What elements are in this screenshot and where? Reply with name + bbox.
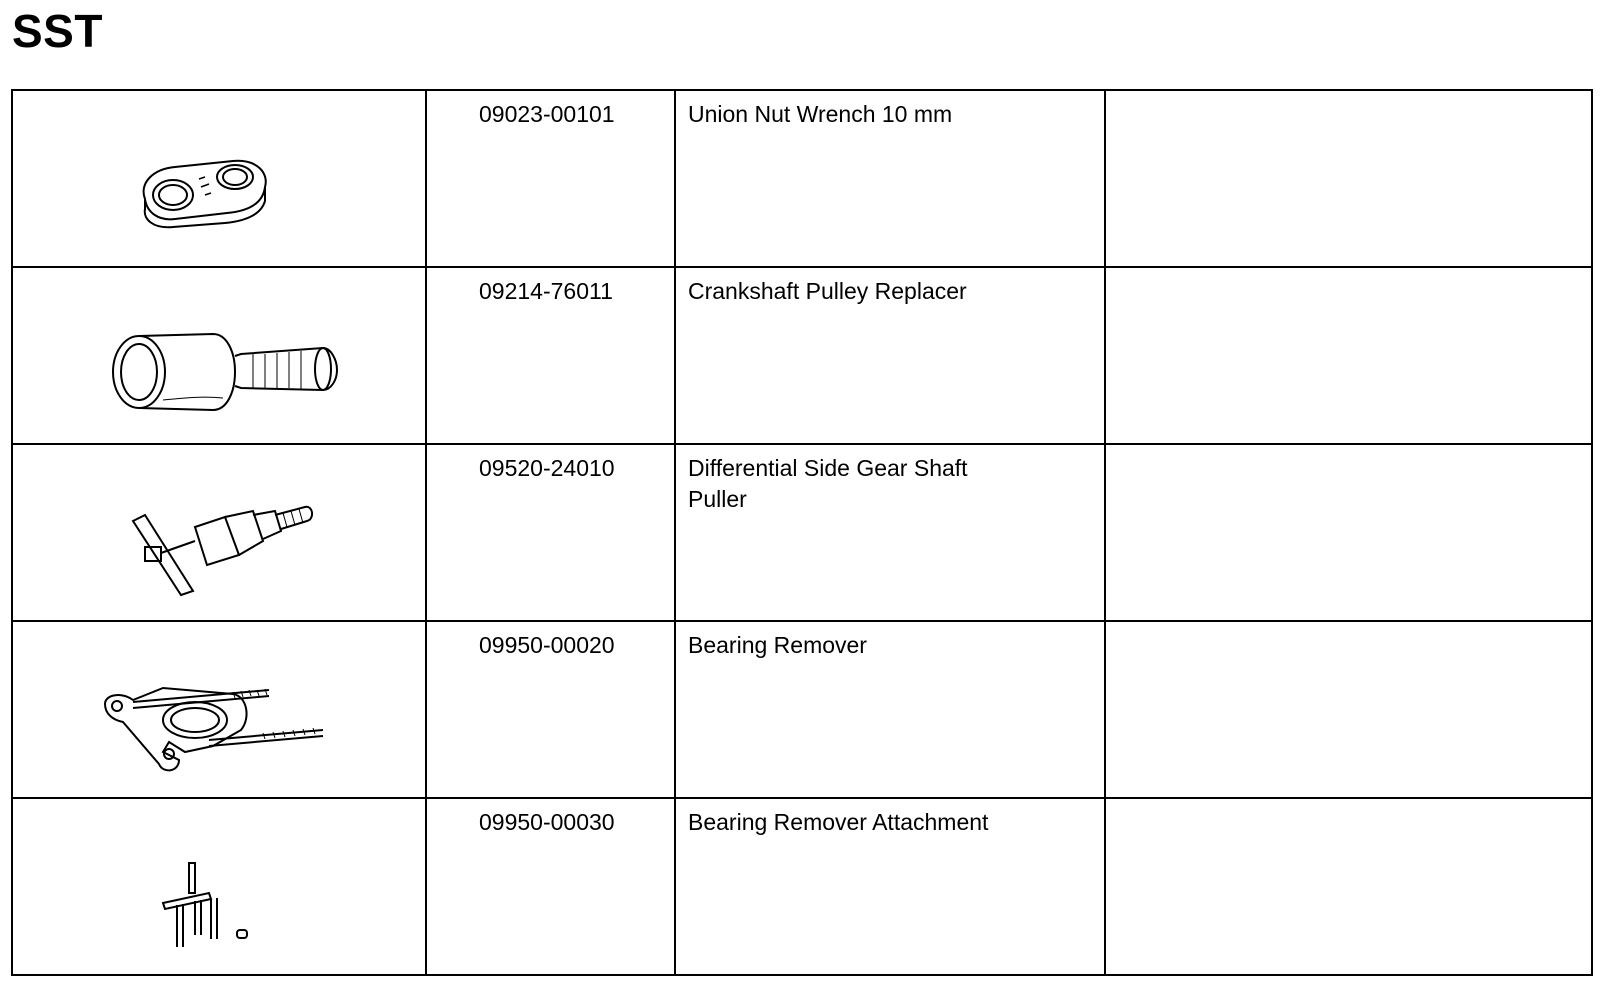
table-row xyxy=(12,444,1592,621)
table-row xyxy=(12,621,1592,798)
tool-name-cell xyxy=(675,621,1105,798)
part-number: 09520-24010 xyxy=(479,455,615,481)
bearing-remover-icon xyxy=(13,622,425,797)
tool-name-cell xyxy=(675,267,1105,444)
part-number: 09950-00020 xyxy=(479,632,615,658)
tool-name-cell xyxy=(675,444,1105,621)
tool-name-cell xyxy=(675,798,1105,975)
blank-cell xyxy=(1105,267,1592,444)
tool-name: Union Nut Wrench 10 mm xyxy=(688,101,953,127)
side-gear-shaft-puller-icon xyxy=(13,445,425,620)
crankshaft-pulley-replacer-icon xyxy=(13,268,425,443)
blank-cell xyxy=(1105,621,1592,798)
part-number-cell xyxy=(426,621,675,798)
tool-name: Differential Side Gear Shaft Puller xyxy=(688,455,968,512)
bearing-remover-attachment-icon xyxy=(13,799,425,974)
tool-image-cell xyxy=(12,90,426,267)
tool-image-cell xyxy=(12,444,426,621)
part-number-cell xyxy=(426,267,675,444)
page-title: SST xyxy=(12,5,103,57)
part-number: 09950-00030 xyxy=(479,809,615,835)
sst-table xyxy=(11,89,1593,976)
tool-name: Crankshaft Pulley Replacer xyxy=(688,278,967,304)
part-number-cell xyxy=(426,90,675,267)
tool-name: Bearing Remover xyxy=(688,632,867,658)
tool-image-cell xyxy=(12,621,426,798)
table-row xyxy=(12,798,1592,975)
part-number-cell xyxy=(426,444,675,621)
table-row xyxy=(12,267,1592,444)
part-number: 09023-00101 xyxy=(479,101,615,127)
tool-image-cell xyxy=(12,267,426,444)
blank-cell xyxy=(1105,444,1592,621)
tool-name-cell xyxy=(675,90,1105,267)
tool-image-cell xyxy=(12,798,426,975)
part-number: 09214-76011 xyxy=(479,278,613,304)
part-number-cell xyxy=(426,798,675,975)
blank-cell xyxy=(1105,90,1592,267)
tool-name: Bearing Remover Attachment xyxy=(688,809,989,835)
union-nut-wrench-icon xyxy=(13,91,425,266)
blank-cell xyxy=(1105,798,1592,975)
table-row xyxy=(12,90,1592,267)
